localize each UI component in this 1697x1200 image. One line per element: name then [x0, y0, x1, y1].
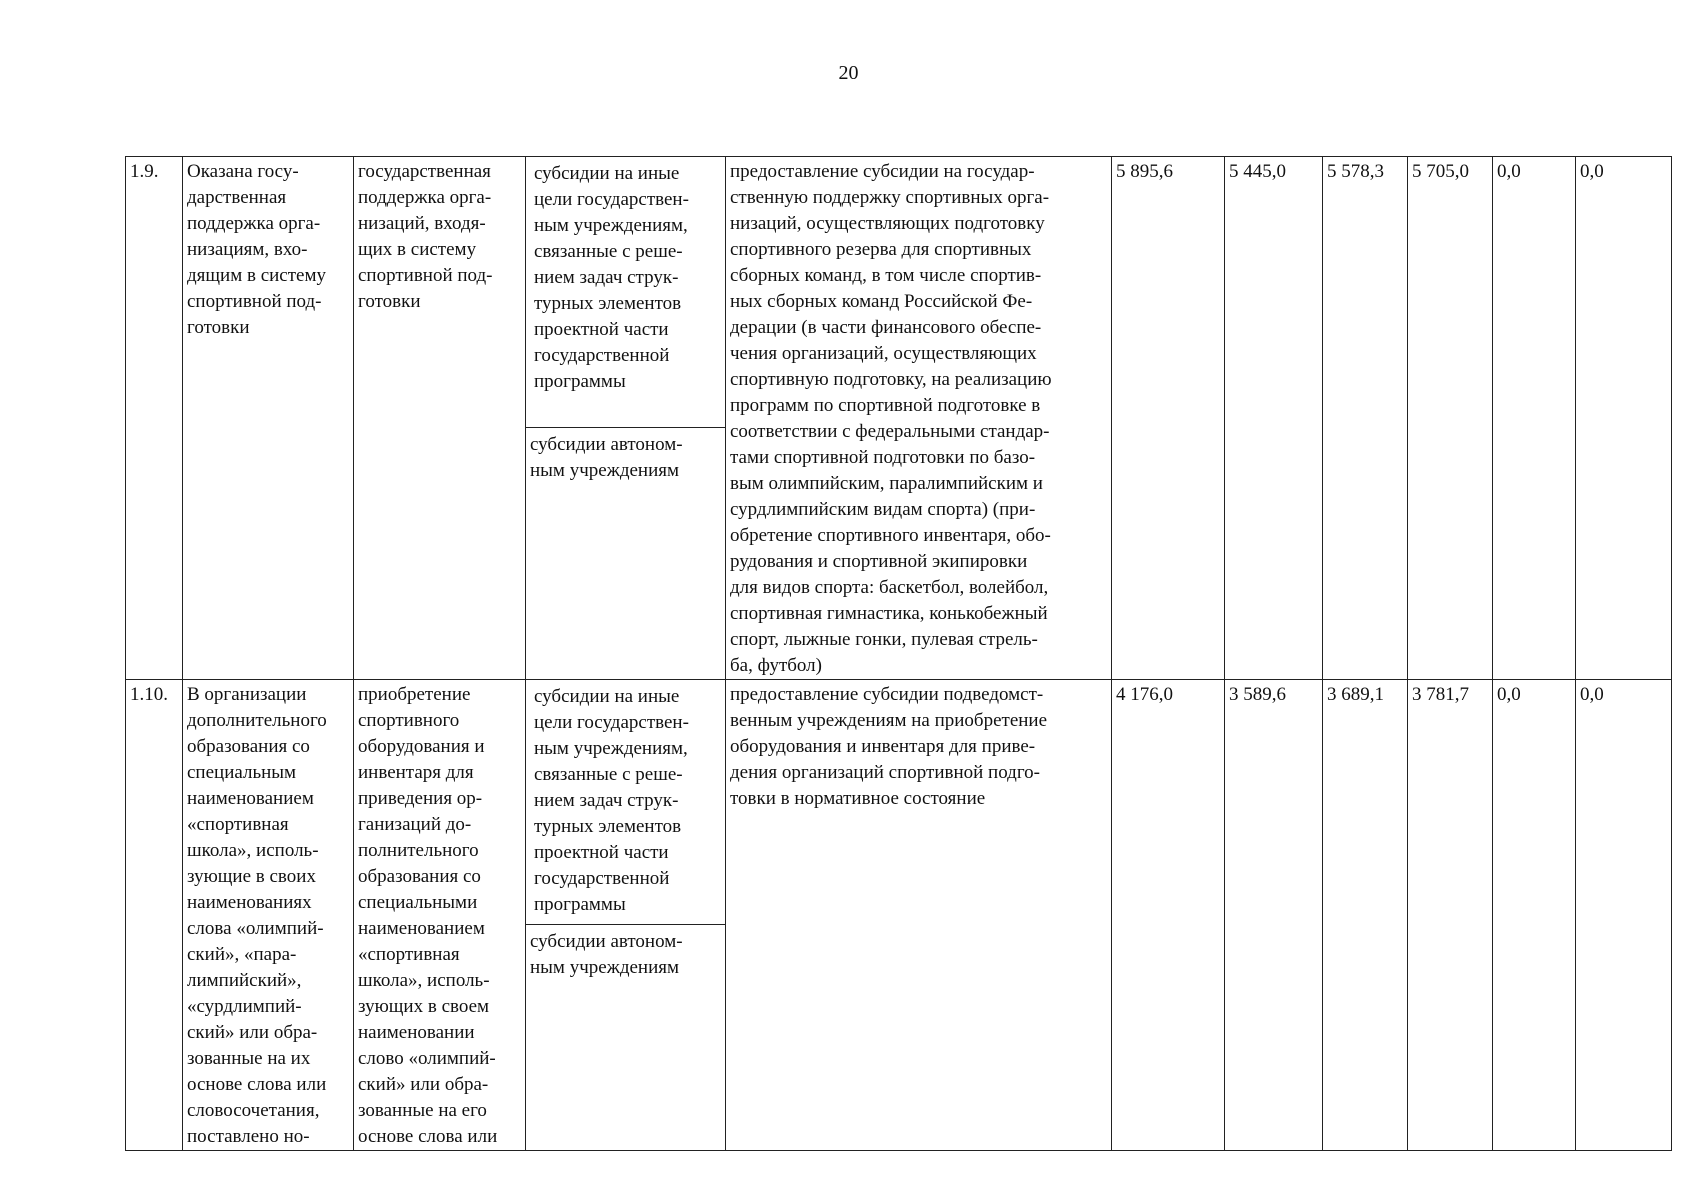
funding-form-primary: субсидии на иные цели государствен- ным учреждениям, связанные с реше- нием задач струк- турных элементов проектной части государственной программы — [534, 163, 689, 392]
page-number: 20 — [838, 62, 859, 84]
value-cell: 5 445,0 — [1225, 157, 1323, 680]
description-cell: предоставление субсидии на государ- ственную поддержку спортивных орга- низаций, осуществляющих подготовку спортивного резерва для спортивных сборных команд, в том числе спортив- ных сборных команд Российской Фе- дерации (в части финансового обеспе- чения организаций, осуществляющих спортивную подготовку, на реализацию программ по спортивной подготовке в соответствии с федеральными стандар- тами спортивной подготовки по базо- вым олимпийским, паралимпийским и сурдлимпийским видам спорта) (при- обретение спортивного инвентаря, обо- рудования и спортивной экипировки для видов спорта: баскетбол, волейбол, спортивная гимнастика, конькобежный спорт, лыжные гонки, пулевая стрель- ба, футбол) — [726, 157, 1112, 680]
table-row — [126, 157, 1672, 680]
funding-form-secondary: субсидии автоном- ным учреждениям — [526, 924, 725, 981]
value-cell: 5 705,0 — [1408, 157, 1493, 680]
value-cell: 5 578,3 — [1323, 157, 1408, 680]
description-cell: предоставление субсидии подведомст- венным учреждениям на приобретение оборудования и инвентаря для приве- дения организаций спортивной подго- товки в нормативное состояние — [726, 680, 1112, 1151]
funding-form-secondary: субсидии автоном- ным учреждениям — [526, 427, 725, 484]
funding-form-cell — [526, 157, 726, 680]
value-cell: 3 689,1 — [1323, 680, 1408, 1151]
result-cell: Оказана госу- дарственная поддержка орга- низациям, вхо- дящим в систему спортивной под- готовки — [183, 157, 354, 680]
value-cell: 0,0 — [1493, 680, 1576, 1151]
value-cell: 4 176,0 — [1112, 680, 1225, 1151]
row-number: 1.10. — [126, 680, 183, 1151]
value-cell: 3 589,6 — [1225, 680, 1323, 1151]
value-cell: 0,0 — [1576, 157, 1672, 680]
funding-form-cell — [526, 680, 726, 1151]
measure-cell: государственная поддержка орга- низаций, входя- щих в систему спортивной под- готовки — [354, 157, 526, 680]
table-row — [126, 680, 1672, 1151]
value-cell: 0,0 — [1576, 680, 1672, 1151]
row-number: 1.9. — [126, 157, 183, 680]
value-cell: 0,0 — [1493, 157, 1576, 680]
value-cell: 3 781,7 — [1408, 680, 1493, 1151]
value-cell: 5 895,6 — [1112, 157, 1225, 680]
result-cell: В организации дополнительного образования со специальным наименованием «спортивная школа», исполь- зующие в своих наименованиях слова «олимпий- ский», «пара- лимпийский», «сурдлимпий- ский» или обра- зованные на их основе слова или словосочетания, поставлено но- — [183, 680, 354, 1151]
measures-table — [125, 156, 1672, 1151]
measure-cell: приобретение спортивного оборудования и инвентаря для приведения ор- ганизаций до- полнительного образования со специальными наименованием «спортивная школа», исполь- зующих в своем наименовании слово «олимпий- ский» или обра- зованные на его основе слова или — [354, 680, 526, 1151]
funding-form-primary: субсидии на иные цели государствен- ным учреждениям, связанные с реше- нием задач струк- турных элементов проектной части государственной программы — [534, 686, 689, 915]
